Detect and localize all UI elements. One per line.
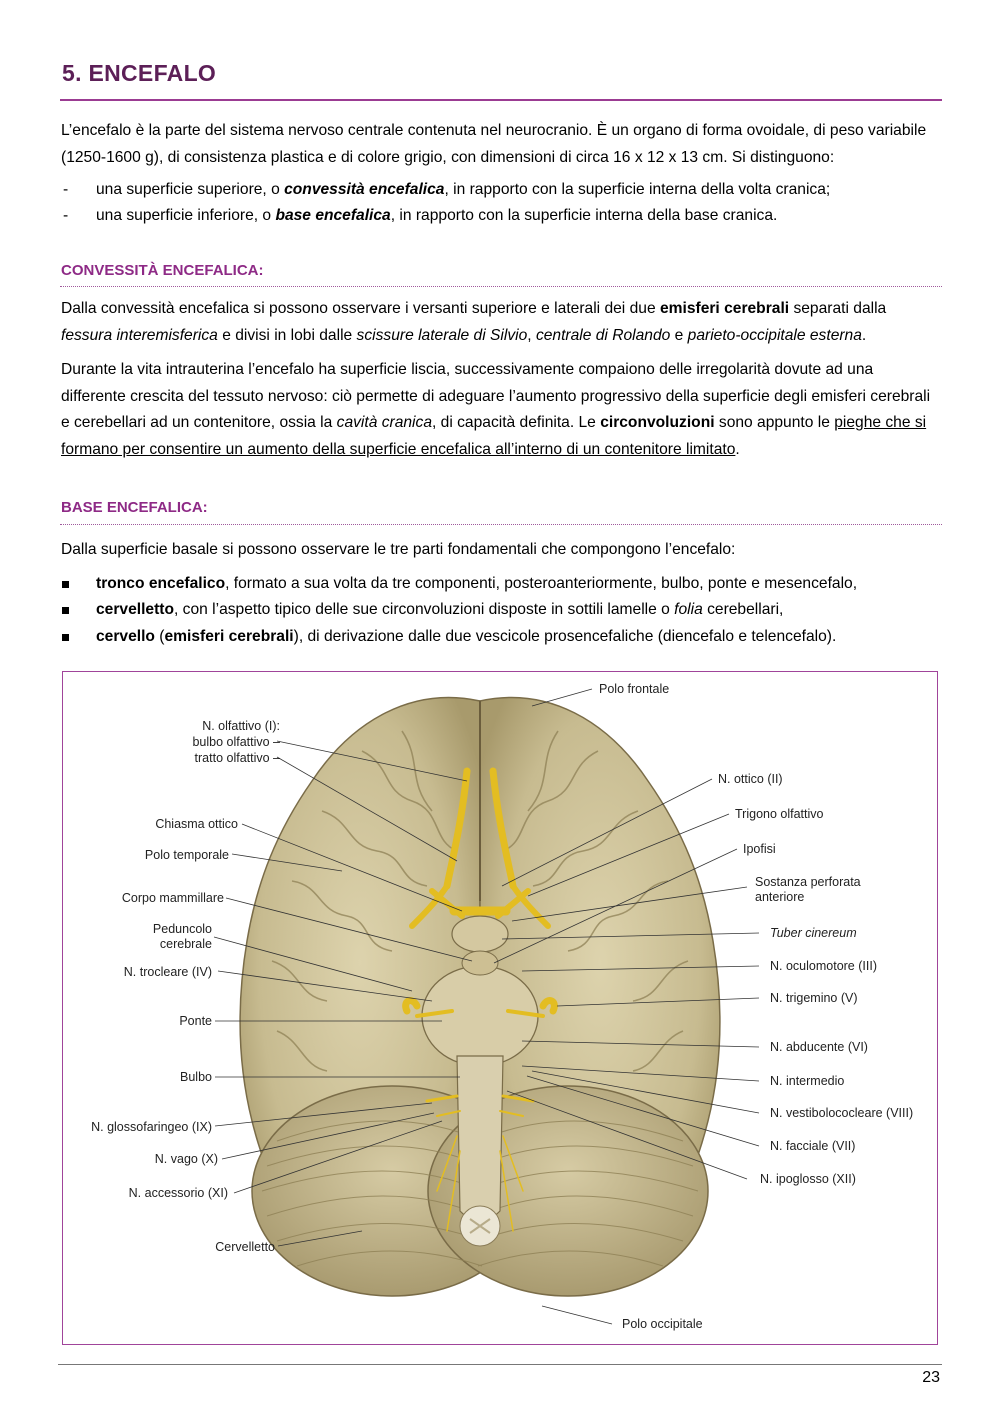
convessita-paragraph-2: Durante la vita intrauterina l’encefalo ha superficie liscia, successivamente compaiono delle irregolarità dovute ad una differente crescita del tessuto nervoso: ciò permette di adeguare l’aumento progressivo della superficie degli emisferi cerebrali e cerebellari ad un contenitore, ossia la cavità cranica, di capacità definita. Le circonvoluzioni sono appunto le pieghe che si formano per consentire un aumento della superficie encefalica all’interno di un contenitore limitato.	[61, 361, 931, 458]
label-olfattivo: N. olfattivo (I):	[202, 719, 280, 733]
label-ipoglosso: N. ipoglosso (XII)	[760, 1172, 856, 1186]
intro-list	[61, 177, 941, 230]
label-sostanza-perforata: Sostanza perforata	[755, 875, 861, 889]
label-trigono-olfattivo: Trigono olfattivo	[735, 807, 824, 821]
list-item: - una superficie superiore, o convessità encefalica, in rapporto con la superficie interna della volta cranica;	[61, 177, 941, 203]
label-tratto-olfattivo: tratto olfattivo –	[194, 751, 280, 765]
label-polo-frontale: Polo frontale	[599, 682, 670, 696]
label-polo-temporale: Polo temporale	[144, 848, 229, 862]
label-cervelletto: Cervelletto	[215, 1240, 275, 1254]
list-marker: -	[63, 181, 69, 198]
label-corpo-mammillare: Corpo mammillare	[121, 891, 224, 905]
label-peduncolo: Peduncolo	[152, 922, 212, 936]
page-number: 23	[922, 1369, 940, 1386]
section-heading-convessita: CONVESSITÀ ENCEFALICA:	[61, 262, 264, 279]
label-polo-occipitale: Polo occipitale	[622, 1317, 703, 1331]
section-divider	[60, 524, 942, 525]
chapter-title: 5. ENCEFALO	[62, 60, 217, 86]
label-vago: N. vago (X)	[154, 1152, 218, 1166]
bullet-icon	[62, 634, 69, 641]
section-heading-base: BASE ENCEFALICA:	[61, 499, 208, 516]
bullet-icon	[62, 581, 69, 588]
list-marker: -	[63, 207, 69, 225]
bullet-icon	[62, 607, 69, 614]
chapter-divider	[60, 99, 942, 101]
list-item: cervelletto, con l’aspetto tipico delle sue circonvoluzioni disposte in sottili lamelle o folia cerebellari,	[61, 597, 941, 623]
label-anteriore: anteriore	[755, 890, 805, 904]
label-glossofaringeo: N. glossofaringeo (IX)	[91, 1120, 212, 1134]
label-ottico: N. ottico (II)	[718, 772, 783, 786]
convessita-paragraph-1: Dalla convessità encefalica si possono osservare i versanti superiore e laterali dei due emisferi cerebrali separati dalla fessura interemisferica e divisi in lobi dalle scissure laterale di Silvio, centrale di Rolando e parieto-occipitale esterna.	[61, 300, 887, 344]
label-tuber-cinereum: Tuber cinereum	[770, 926, 857, 940]
label-ipofisi: Ipofisi	[743, 842, 776, 856]
list-item: - una superficie inferiore, o base encefalica, in rapporto con la superficie interna della base cranica.	[61, 203, 941, 229]
label-accessorio: N. accessorio (XI)	[128, 1186, 228, 1200]
label-trocleare: N. trocleare (IV)	[123, 965, 212, 979]
label-bulbo-olfattivo: bulbo olfattivo –	[192, 735, 280, 749]
base-list	[61, 571, 941, 650]
label-facciale: N. facciale (VII)	[770, 1139, 856, 1153]
footer-divider	[58, 1364, 942, 1365]
label-trigemino: N. trigemino (V)	[770, 991, 858, 1005]
intro-paragraph: L’encefalo è la parte del sistema nervoso centrale contenuta nel neurocranio. È un organo di forma ovoidale, di peso variabile (1250-1600 g), di consistenza plastica e di colore grigio, con dimensioni di circa 16 x 12 x 13 cm. Si distinguono:	[61, 122, 927, 166]
label-ponte: Ponte	[179, 1014, 212, 1028]
label-bulbo: Bulbo	[180, 1070, 212, 1084]
list-item: tronco encefalico, formato a sua volta da tre componenti, posteroanteriormente, bulbo, ponte e mesencefalo,	[61, 571, 941, 597]
list-item: cervello (emisferi cerebrali), di derivazione dalle due vescicole prosencefaliche (diencefalo e telencefalo).	[61, 624, 941, 650]
label-vestibolococleare: N. vestibolococleare (VIII)	[770, 1106, 914, 1120]
base-intro: Dalla superficie basale si possono osservare le tre parti fondamentali che compongono l’encefalo:	[61, 541, 736, 558]
label-intermedio: N. intermedio	[770, 1074, 845, 1088]
section-divider	[60, 286, 942, 287]
label-abducente: N. abducente (VI)	[770, 1040, 868, 1054]
brain-base-illustration	[62, 671, 938, 1345]
label-oculomotore: N. oculomotore (III)	[770, 959, 877, 973]
label-chiasma-ottico: Chiasma ottico	[155, 817, 238, 831]
label-cerebrale: cerebrale	[159, 937, 212, 951]
